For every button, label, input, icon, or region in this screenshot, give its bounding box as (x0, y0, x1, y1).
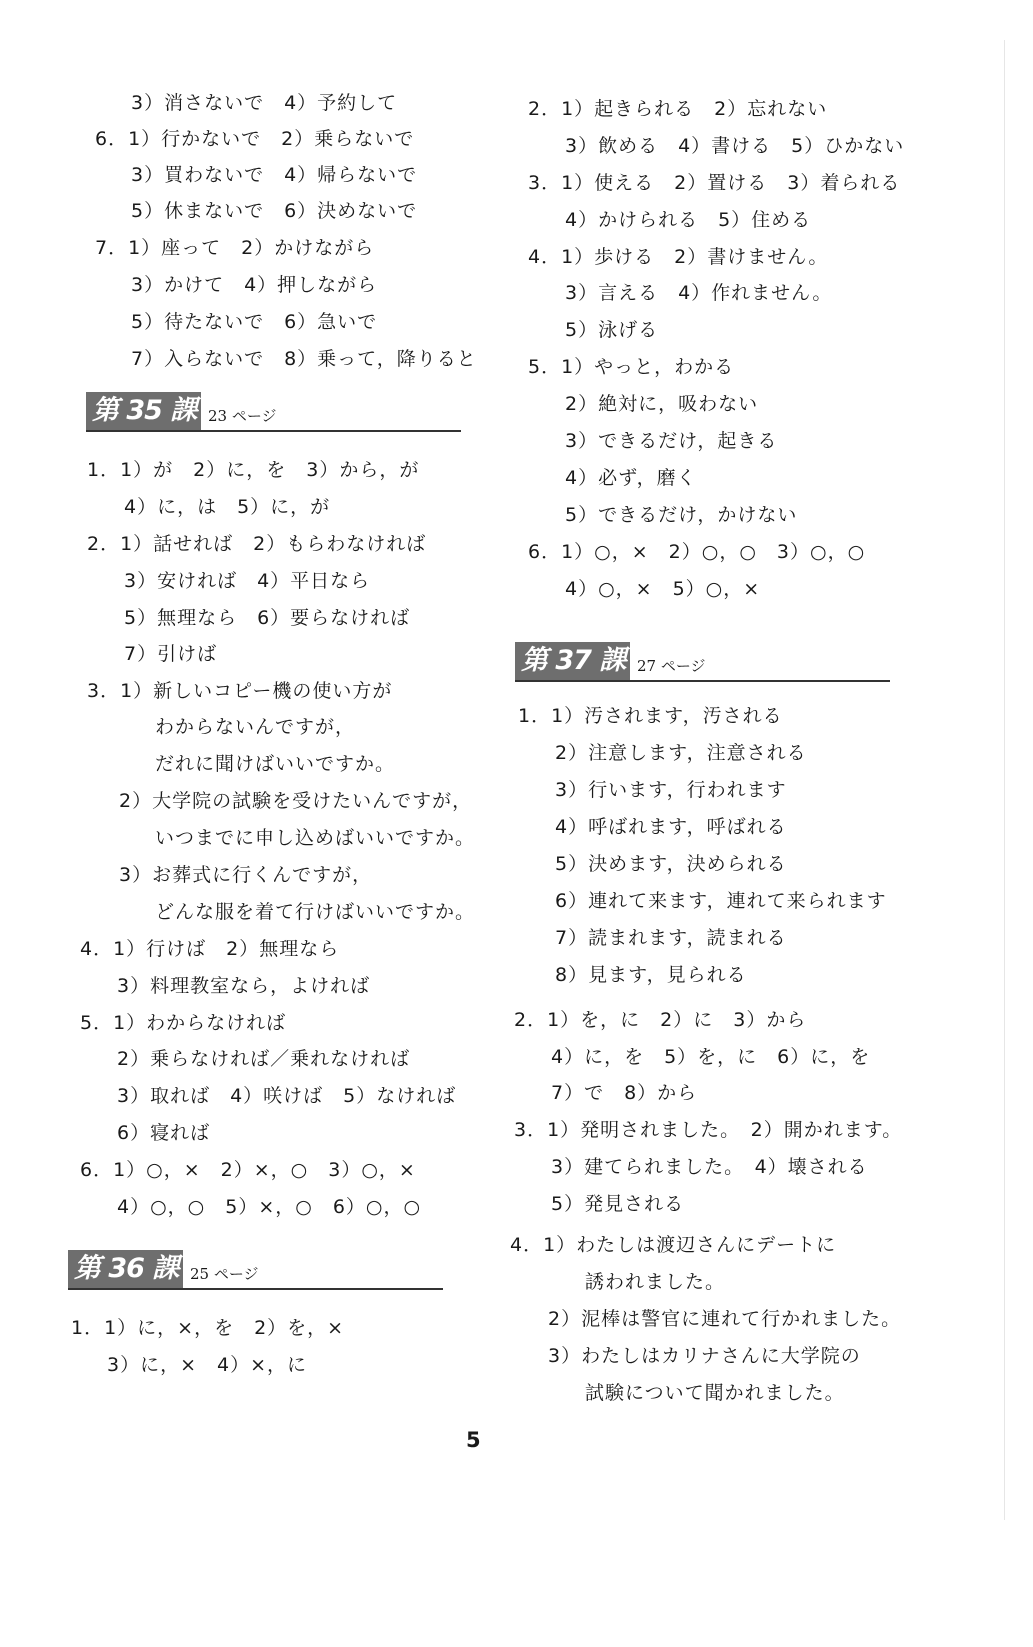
answer-line: 2）大学院の試験を受けたいんですが， (119, 790, 473, 812)
lesson-36-rule (68, 1288, 443, 1290)
answer-line: 3）消さないで 4）予約して (131, 92, 398, 114)
answer-line: 誘われました。 (585, 1271, 726, 1293)
answer-line: 2）注意します，注意される (555, 742, 807, 764)
lesson-36-page-ref: 25 ページ (190, 1265, 259, 1283)
answer-line: 7．1）座って 2）かけながら (95, 237, 375, 259)
answer-line: 5）泳げる (565, 319, 659, 341)
lesson-37-rule (515, 680, 890, 682)
lesson-37-header (515, 642, 890, 682)
answer-line: 3）安ければ 4）平日なら (124, 570, 371, 592)
answer-line: いつまでに申し込めばいいですか。 (155, 827, 476, 849)
lesson-36-badge: 第 36 課 (68, 1250, 183, 1288)
answer-line: 1．1）が 2）に，を 3）から，が (87, 459, 420, 481)
answer-line: 7）引けば (124, 643, 218, 665)
answer-line: 2．1）話せれば 2）もらわなければ (87, 533, 427, 555)
answer-line: 3．1）使える 2）置ける 3）着られる (528, 172, 901, 194)
answer-line: 4）に，は 5）に，が (124, 496, 331, 518)
answer-line: 3）料理教室なら，よければ (117, 975, 371, 997)
lesson-35-header (86, 392, 461, 432)
answer-line: 3）かけて 4）押しながら (131, 274, 378, 296)
answer-line: 2．1）を，に 2）に 3）から (514, 1009, 807, 1031)
answer-line: 5．1）わからなければ (80, 1012, 287, 1034)
answer-line: 3）に，× 4）×，に (107, 1354, 308, 1376)
answer-line: 4）○，○ 5）×，○ 6）○，○ (117, 1196, 422, 1218)
answer-line: 7）入らないで 8）乗って，降りると (131, 348, 477, 370)
lesson-37-page-ref: 27 ページ (637, 657, 706, 675)
answer-line: 3．1）発明されました。 2）開かれます。 (514, 1119, 903, 1141)
answer-line: 3）行います，行われます (555, 779, 787, 801)
answer-line: 3）買わないで 4）帰らないで (131, 164, 418, 186)
answer-line: 3）取れば 4）咲けば 5）なければ (117, 1085, 457, 1107)
answer-line: 1．1）に，×，を 2）を，× (71, 1317, 345, 1339)
answer-line: 7）読まれます，読まれる (555, 927, 787, 949)
page-number: 5 (466, 1428, 481, 1452)
lesson-36-header (68, 1250, 443, 1290)
answer-line: 4．1）歩ける 2）書けません。 (528, 246, 829, 268)
answer-line: 8）見ます，見られる (555, 964, 747, 986)
answer-line: 3）建てられました。 4）壊される (551, 1156, 868, 1178)
answer-line: 4）必ず，磨く (565, 467, 697, 489)
answer-line: 2）絶対に，吸わない (565, 393, 759, 415)
answer-line: 4．1）わたしは渡辺さんにデートに (510, 1234, 837, 1256)
lesson-37-badge: 第 37 課 (515, 642, 630, 680)
answer-line: 3）言える 4）作れません。 (565, 282, 833, 304)
answer-line: 4）呼ばれます，呼ばれる (555, 816, 787, 838)
answer-line: 7）で 8）から (551, 1082, 698, 1104)
answer-line: 5）決めます，決められる (555, 853, 787, 875)
answer-line: 1．1）汚されます，汚される (518, 705, 783, 727)
answer-line: 4．1）行けば 2）無理なら (80, 938, 340, 960)
page-edge-shadow (1004, 40, 1005, 1520)
answer-line: 4）かけられる 5）住める (565, 209, 812, 231)
answer-line: 5）休まないで 6）決めないで (131, 200, 418, 222)
answer-line: 2．1）起きられる 2）忘れない (528, 98, 828, 120)
answer-line: どんな服を着て行けばいいですか。 (155, 901, 476, 923)
answer-line: 5．1）やっと，わかる (528, 356, 735, 378)
answer-line: 3）わたしはカリナさんに大学院の (548, 1345, 861, 1367)
answer-line: 5）発見される (551, 1193, 685, 1215)
lesson-35-badge: 第 35 課 (86, 392, 201, 430)
lesson-35-rule (86, 430, 461, 432)
answer-line: 3．1）新しいコピー機の使い方が (87, 680, 393, 702)
answer-line: 3）飲める 4）書ける 5）ひかない (565, 135, 905, 157)
answer-line: 6）寝れば (117, 1122, 211, 1144)
answer-line: 6．1）○，× 2）○，○ 3）○，○ (528, 541, 866, 563)
answer-line: 2）乗らなければ／乗れなければ (117, 1048, 411, 1070)
answer-line: 5）無理なら 6）要らなければ (124, 607, 411, 629)
answer-line: 6．1）○，× 2）×，○ 3）○，× (80, 1159, 416, 1181)
answer-line: 3）できるだけ，起きる (565, 430, 778, 452)
answer-line: 5）できるだけ，かけない (565, 504, 798, 526)
lesson-35-page-ref: 23 ページ (208, 407, 277, 425)
answer-line: 6）連れて来ます，連れて来られます (555, 890, 887, 912)
answer-line: 試験について聞かれました。 (585, 1382, 845, 1404)
answer-line: 5）待たないで 6）急いで (131, 311, 378, 333)
answer-line: 4）○，× 5）○，× (565, 578, 761, 600)
answer-line: だれに聞けばいいですか。 (155, 753, 396, 775)
answer-line: 4）に，を 5）を，に 6）に，を (551, 1046, 871, 1068)
answer-line: 3）お葬式に行くんですが， (119, 864, 373, 886)
answer-line: わからないんですが， (155, 716, 356, 738)
answer-line: 2）泥棒は警官に連れて行かれました。 (548, 1308, 902, 1330)
answer-line: 6．1）行かないで 2）乗らないで (95, 128, 415, 150)
